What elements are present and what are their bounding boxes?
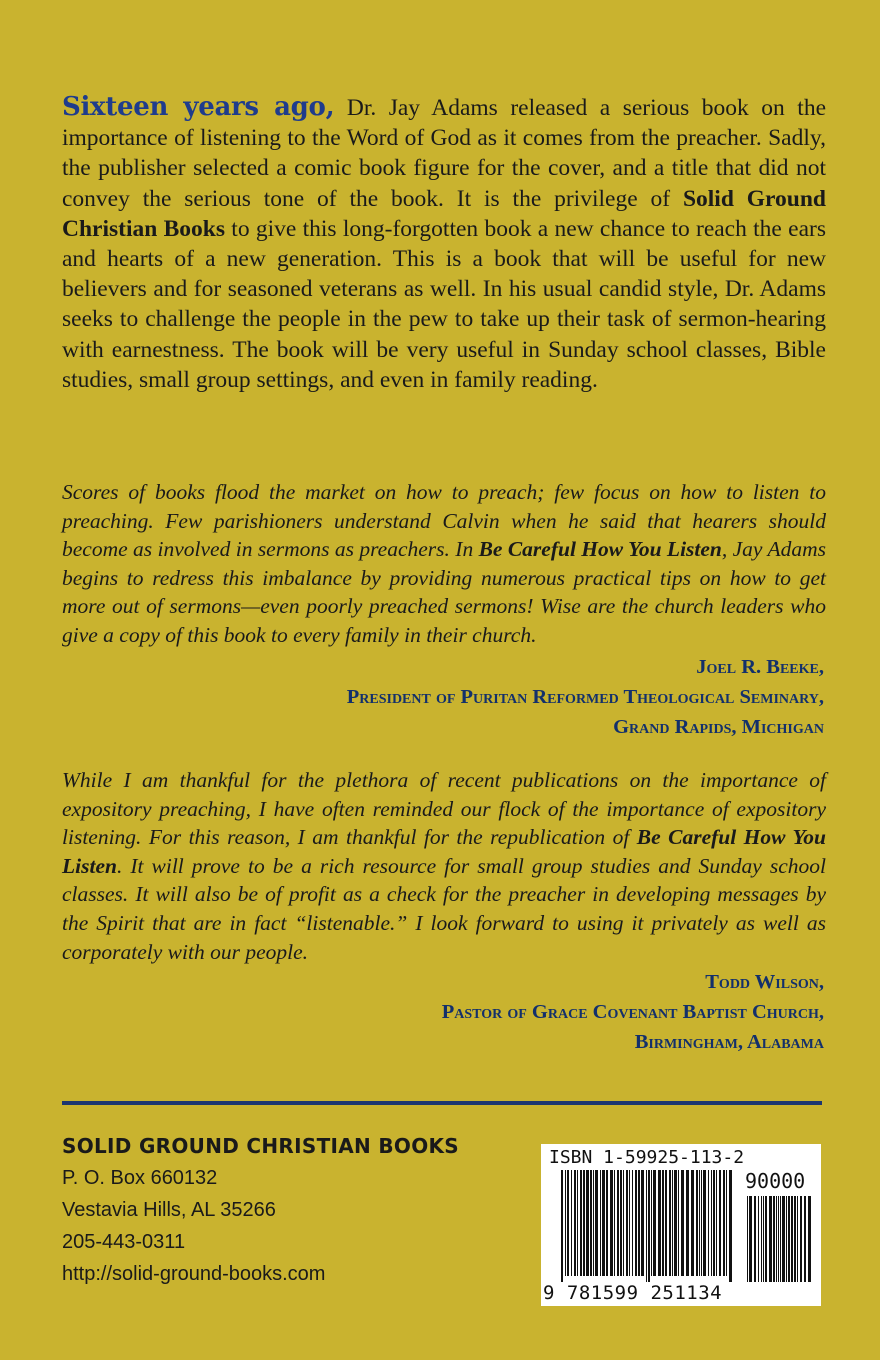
quote1-role: President of Puritan Reformed Theological Seminary, [346, 686, 824, 708]
intro-text-1: Dr. Jay Adams released a serious book on the importance of listening to the Word of God as it comes from the preacher. Sadly, the publisher selected a comic book figure for the cover, and a title that did not convey the serious tone of the book. It is the privilege of [62, 95, 827, 212]
barcode-addon-bar [769, 1196, 772, 1282]
quote1-text-1: Scores of books flood the market on how to preach; few focus on how to listen to preaching. Few parishioners understand Calvin when he said that hearers should become as involved in sermons as preachers. In [62, 480, 826, 562]
quote2-role: Pastor of Grace Covenant Baptist Church, [441, 1001, 824, 1023]
barcode-addon-number: 90000 [745, 1169, 806, 1193]
quote1-place: Grand Rapids, Michigan [613, 716, 824, 738]
quote2-text-2: . It will prove to be a rich resource for small group studies and Sunday school classes. It will also be of profit as a check for the preacher in developing messages by the Spirit that are in fact “listenable.” I look forward to using it privately as well as corporately with our people. [62, 853, 826, 964]
barcode-addon-bar [791, 1196, 793, 1282]
barcode-bar [658, 1170, 661, 1276]
barcode-bar [701, 1170, 702, 1276]
intro-lead: Sixteen years ago, [62, 92, 335, 122]
barcode-bar [614, 1170, 615, 1276]
barcode-bar [567, 1170, 569, 1276]
barcode-bar [577, 1170, 578, 1276]
barcode-bar [653, 1170, 656, 1276]
barcode-bar [713, 1170, 715, 1276]
barcode-bar [565, 1170, 566, 1276]
barcode-bar [696, 1170, 698, 1276]
barcode-bar [711, 1170, 712, 1276]
barcode-bar [662, 1170, 664, 1276]
barcode-bar [580, 1170, 582, 1276]
publisher-name: SOLID GROUND CHRISTIAN BOOKS [62, 1134, 459, 1158]
quote2-name: Todd Wilson, [705, 971, 824, 993]
publisher-po-box: P. O. Box 660132 [62, 1167, 218, 1189]
endorsement-quote-2 [62, 766, 826, 966]
barcode-bar [629, 1170, 630, 1276]
divider-rule [62, 1101, 822, 1105]
publisher-block [62, 1130, 522, 1290]
barcode-bar [681, 1170, 684, 1276]
barcode-bar [708, 1170, 709, 1276]
barcode-bar [646, 1170, 647, 1282]
barcode-bar [623, 1170, 624, 1276]
barcode-addon-bar [780, 1196, 781, 1282]
barcode-bar [726, 1170, 727, 1276]
barcode-bar [561, 1170, 563, 1282]
barcode-bar [635, 1170, 637, 1276]
barcode-bar [571, 1170, 572, 1276]
quote1-book-title: Be Careful How You Listen [478, 537, 722, 562]
barcode-bar [723, 1170, 725, 1276]
barcode-bar [672, 1170, 673, 1276]
publisher-city: Vestavia Hills, AL 35266 [62, 1199, 276, 1221]
quote2-place: Birmingham, Alabama [634, 1031, 824, 1053]
barcode-addon-bar [782, 1196, 785, 1282]
barcode-addon-bar [797, 1196, 798, 1282]
barcode-bar [719, 1170, 721, 1276]
barcode-bar [574, 1170, 576, 1276]
barcode-addon-bar [773, 1196, 775, 1282]
endorsement-attribution-1 [64, 652, 824, 742]
barcode-addon-bar [800, 1196, 802, 1282]
endorsement-attribution-2 [64, 967, 824, 1057]
barcode-bar [583, 1170, 585, 1276]
barcode-addon-bar [761, 1196, 762, 1282]
barcode-bar [686, 1170, 689, 1276]
publisher-phone: 205-443-0311 [62, 1231, 186, 1253]
barcode-addon-bar [765, 1196, 767, 1282]
barcode-bar [678, 1170, 679, 1276]
barcode-addon-bar [758, 1196, 759, 1282]
endorsement-quote-1 [62, 478, 826, 650]
quote1-name: Joel R. Beeke, [696, 656, 824, 678]
barcode-bar [665, 1170, 667, 1276]
barcode-bar [729, 1170, 732, 1282]
barcode-bar [691, 1170, 694, 1276]
barcode-addon-bar [808, 1196, 811, 1282]
barcode-addon-bar [804, 1196, 806, 1282]
barcode-addon-bar [763, 1196, 764, 1282]
barcode-bar [669, 1170, 671, 1276]
intro-paragraph [62, 92, 826, 395]
isbn-text: ISBN 1-59925-113-2 [549, 1147, 745, 1168]
intro-text-2: to give this long-forgotten book a new chance to reach the ears and hearts of a new generation. This is a book that will be useful for new believers and for seasoned veterans as well. In his usual candid style, Dr. Adams seeks to challenge the people in the pew to take up their task of sermon-hearing with earnestness. The book will be very useful in Sunday school classes, Bible studies, small group settings, and even in family reading. [62, 215, 826, 393]
barcode-bar [600, 1170, 601, 1276]
intro-publisher-name: Solid Ground Christian Books [62, 185, 826, 242]
barcode-bar [674, 1170, 677, 1276]
barcode-addon-bar [794, 1196, 796, 1282]
barcode-addon-bar [749, 1196, 752, 1282]
barcode-bar [638, 1170, 640, 1276]
barcode-bar [703, 1170, 706, 1276]
quote2-text-1: While I am thankful for the plethora of recent publications on the importance of expository preaching, I have often reminded our flock of the importance of expository listening. For this reason, I am thankful for the republication of [62, 768, 826, 850]
barcode-bar [699, 1170, 700, 1276]
barcode-bar [626, 1170, 628, 1276]
barcode-bar [593, 1170, 594, 1276]
barcode-bar [641, 1170, 644, 1276]
barcode-addon-bar [747, 1196, 748, 1282]
barcode-addon-bar [778, 1196, 779, 1282]
barcode-bar [632, 1170, 633, 1276]
publisher-url[interactable]: http://solid-ground-books.com [62, 1263, 326, 1285]
barcode-bar [586, 1170, 589, 1276]
barcode-bar [610, 1170, 613, 1276]
barcode-bar [595, 1170, 598, 1276]
barcode-addon-bar [786, 1196, 787, 1282]
isbn-barcode [541, 1144, 821, 1306]
barcode-addon-bar [776, 1196, 777, 1282]
barcode-bar [606, 1170, 608, 1276]
quote1-text-2: , Jay Adams begins to redress this imbalance by providing numerous practical tips on how to get more out of sermons—even poorly preached sermons! Wise are the church leaders who give a copy of this book to every family in their church. [62, 537, 826, 647]
quote2-book-title: Be Careful How You Listen [62, 825, 826, 878]
barcode-bar [590, 1170, 592, 1276]
barcode-bar [651, 1170, 652, 1276]
barcode-bar [716, 1170, 717, 1276]
barcode-bar [617, 1170, 619, 1276]
barcode-addon-bar [754, 1196, 756, 1282]
barcode-bar [602, 1170, 605, 1276]
barcode-bar [620, 1170, 622, 1276]
ean-number: 9 781599 251134 [543, 1282, 723, 1304]
barcode-addon-bar [788, 1196, 790, 1282]
barcode-bar [648, 1170, 650, 1282]
